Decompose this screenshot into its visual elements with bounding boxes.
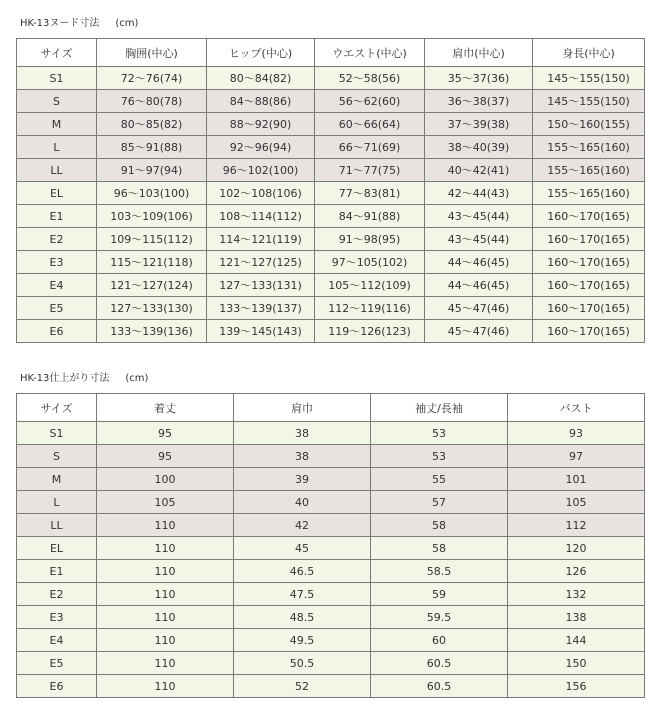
- table-row: [17, 228, 645, 251]
- table-row: [17, 274, 645, 297]
- sleeve-cell: 60.5: [371, 652, 508, 675]
- hip-cell: 133～139(137): [207, 297, 315, 320]
- table-row: [17, 606, 645, 629]
- waist-cell: 119～126(123): [315, 320, 425, 343]
- col-header-length: 着丈: [97, 394, 234, 422]
- shoulder-cell: 35～37(36): [425, 67, 533, 90]
- col-header-bust: バスト: [508, 394, 645, 422]
- length-cell: 110: [97, 606, 234, 629]
- shoulder-cell: 45～47(46): [425, 297, 533, 320]
- chest-cell: 80～85(82): [97, 113, 207, 136]
- hip-cell: 108～114(112): [207, 205, 315, 228]
- table-row: [17, 514, 645, 537]
- length-cell: 110: [97, 560, 234, 583]
- bust-cell: 156: [508, 675, 645, 698]
- finished-size-unit: (cm): [125, 373, 149, 384]
- table-row: [17, 629, 645, 652]
- table-row: [17, 67, 645, 90]
- size-cell: E4: [17, 274, 97, 297]
- size-cell: S1: [17, 422, 97, 445]
- shoulder-cell: 50.5: [234, 652, 371, 675]
- size-cell: S: [17, 445, 97, 468]
- waist-cell: 91～98(95): [315, 228, 425, 251]
- size-cell: E4: [17, 629, 97, 652]
- table-row: [17, 652, 645, 675]
- nude-size-header-row: [17, 39, 645, 67]
- table-row: [17, 182, 645, 205]
- sleeve-cell: 57: [371, 491, 508, 514]
- bust-cell: 150: [508, 652, 645, 675]
- table-row: [17, 320, 645, 343]
- height-cell: 160～170(165): [533, 228, 645, 251]
- shoulder-cell: 43～45(44): [425, 205, 533, 228]
- size-cell: E6: [17, 320, 97, 343]
- size-cell: E5: [17, 297, 97, 320]
- table-row: [17, 136, 645, 159]
- height-cell: 160～170(165): [533, 205, 645, 228]
- size-cell: L: [17, 491, 97, 514]
- waist-cell: 112～119(116): [315, 297, 425, 320]
- size-cell: E5: [17, 652, 97, 675]
- sleeve-cell: 60.5: [371, 675, 508, 698]
- table-row: [17, 537, 645, 560]
- hip-cell: 121～127(125): [207, 251, 315, 274]
- table-row: [17, 445, 645, 468]
- chest-cell: 96～103(100): [97, 182, 207, 205]
- bust-cell: 93: [508, 422, 645, 445]
- length-cell: 105: [97, 491, 234, 514]
- bust-cell: 132: [508, 583, 645, 606]
- shoulder-cell: 38～40(39): [425, 136, 533, 159]
- chest-cell: 103～109(106): [97, 205, 207, 228]
- bust-cell: 120: [508, 537, 645, 560]
- height-cell: 150～160(155): [533, 113, 645, 136]
- table-row: [17, 297, 645, 320]
- chest-cell: 91～97(94): [97, 159, 207, 182]
- height-cell: 160～170(165): [533, 297, 645, 320]
- chest-cell: 109～115(112): [97, 228, 207, 251]
- waist-cell: 52～58(56): [315, 67, 425, 90]
- col-header-chest: 胸囲(中心): [97, 39, 207, 67]
- sleeve-cell: 58: [371, 514, 508, 537]
- length-cell: 110: [97, 583, 234, 606]
- shoulder-cell: 37～39(38): [425, 113, 533, 136]
- table-row: [17, 90, 645, 113]
- size-cell: M: [17, 468, 97, 491]
- size-cell: E1: [17, 205, 97, 228]
- shoulder-cell: 47.5: [234, 583, 371, 606]
- shoulder-cell: 52: [234, 675, 371, 698]
- bust-cell: 97: [508, 445, 645, 468]
- size-cell: E6: [17, 675, 97, 698]
- size-cell: E1: [17, 560, 97, 583]
- col-header-height: 身長(中心): [533, 39, 645, 67]
- waist-cell: 66～71(69): [315, 136, 425, 159]
- shoulder-cell: 44～46(45): [425, 274, 533, 297]
- sleeve-cell: 55: [371, 468, 508, 491]
- chest-cell: 72～76(74): [97, 67, 207, 90]
- shoulder-cell: 49.5: [234, 629, 371, 652]
- col-header-size: サイズ: [17, 39, 97, 67]
- table-row: [17, 675, 645, 698]
- height-cell: 145～155(150): [533, 90, 645, 113]
- shoulder-cell: 40: [234, 491, 371, 514]
- hip-cell: 127～133(131): [207, 274, 315, 297]
- bust-cell: 138: [508, 606, 645, 629]
- chest-cell: 121～127(124): [97, 274, 207, 297]
- table-row: [17, 159, 645, 182]
- chest-cell: 85～91(88): [97, 136, 207, 159]
- shoulder-cell: 44～46(45): [425, 251, 533, 274]
- hip-cell: 114～121(119): [207, 228, 315, 251]
- table-row: [17, 251, 645, 274]
- bust-cell: 112: [508, 514, 645, 537]
- table-row: [17, 491, 645, 514]
- waist-cell: 60～66(64): [315, 113, 425, 136]
- nude-size-unit: (cm): [115, 18, 139, 29]
- table-row: [17, 468, 645, 491]
- height-cell: 155～165(160): [533, 182, 645, 205]
- waist-cell: 105～112(109): [315, 274, 425, 297]
- shoulder-cell: 48.5: [234, 606, 371, 629]
- shoulder-cell: 39: [234, 468, 371, 491]
- size-cell: LL: [17, 514, 97, 537]
- col-header-size: サイズ: [17, 394, 97, 422]
- size-cell: S: [17, 90, 97, 113]
- hip-cell: 102～108(106): [207, 182, 315, 205]
- length-cell: 110: [97, 629, 234, 652]
- sleeve-cell: 58.5: [371, 560, 508, 583]
- nude-size-title: HK-13ヌード寸法: [20, 18, 100, 29]
- hip-cell: 80～84(82): [207, 67, 315, 90]
- shoulder-cell: 42～44(43): [425, 182, 533, 205]
- sleeve-cell: 53: [371, 422, 508, 445]
- size-cell: E2: [17, 583, 97, 606]
- sleeve-cell: 60: [371, 629, 508, 652]
- waist-cell: 97～105(102): [315, 251, 425, 274]
- height-cell: 145～155(150): [533, 67, 645, 90]
- col-header-shoulder: 肩巾(中心): [425, 39, 533, 67]
- bust-cell: 126: [508, 560, 645, 583]
- height-cell: 155～165(160): [533, 159, 645, 182]
- table-row: [17, 422, 645, 445]
- hip-cell: 139～145(143): [207, 320, 315, 343]
- bust-cell: 101: [508, 468, 645, 491]
- shoulder-cell: 38: [234, 422, 371, 445]
- hip-cell: 92～96(94): [207, 136, 315, 159]
- length-cell: 110: [97, 652, 234, 675]
- length-cell: 95: [97, 445, 234, 468]
- height-cell: 160～170(165): [533, 251, 645, 274]
- waist-cell: 84～91(88): [315, 205, 425, 228]
- size-cell: E3: [17, 251, 97, 274]
- height-cell: 155～165(160): [533, 136, 645, 159]
- nude-size-caption: [20, 14, 138, 29]
- shoulder-cell: 42: [234, 514, 371, 537]
- sleeve-cell: 59.5: [371, 606, 508, 629]
- waist-cell: 56～62(60): [315, 90, 425, 113]
- col-header-waist: ウエスト(中心): [315, 39, 425, 67]
- size-cell: M: [17, 113, 97, 136]
- size-cell: E3: [17, 606, 97, 629]
- finished-size-header-row: [17, 394, 645, 422]
- hip-cell: 88～92(90): [207, 113, 315, 136]
- col-header-sleeve: 袖丈/長袖: [371, 394, 508, 422]
- table-row: [17, 560, 645, 583]
- hip-cell: 96～102(100): [207, 159, 315, 182]
- hip-cell: 84～88(86): [207, 90, 315, 113]
- nude-size-table: [16, 38, 645, 343]
- shoulder-cell: 45: [234, 537, 371, 560]
- shoulder-cell: 46.5: [234, 560, 371, 583]
- bust-cell: 105: [508, 491, 645, 514]
- chest-cell: 133～139(136): [97, 320, 207, 343]
- table-row: [17, 205, 645, 228]
- height-cell: 160～170(165): [533, 274, 645, 297]
- size-cell: EL: [17, 537, 97, 560]
- size-cell: E2: [17, 228, 97, 251]
- finished-size-table: [16, 393, 645, 698]
- length-cell: 110: [97, 514, 234, 537]
- length-cell: 100: [97, 468, 234, 491]
- chest-cell: 127～133(130): [97, 297, 207, 320]
- table-row: [17, 113, 645, 136]
- bust-cell: 144: [508, 629, 645, 652]
- waist-cell: 71～77(75): [315, 159, 425, 182]
- col-header-hip: ヒップ(中心): [207, 39, 315, 67]
- finished-size-title: HK-13仕上がり寸法: [20, 373, 110, 384]
- size-cell: LL: [17, 159, 97, 182]
- sleeve-cell: 59: [371, 583, 508, 606]
- sleeve-cell: 58: [371, 537, 508, 560]
- shoulder-cell: 43～45(44): [425, 228, 533, 251]
- size-cell: S1: [17, 67, 97, 90]
- height-cell: 160～170(165): [533, 320, 645, 343]
- table-row: [17, 583, 645, 606]
- length-cell: 110: [97, 537, 234, 560]
- size-cell: EL: [17, 182, 97, 205]
- shoulder-cell: 36～38(37): [425, 90, 533, 113]
- shoulder-cell: 40～42(41): [425, 159, 533, 182]
- length-cell: 110: [97, 675, 234, 698]
- chest-cell: 115～121(118): [97, 251, 207, 274]
- finished-size-caption: [20, 369, 148, 384]
- shoulder-cell: 45～47(46): [425, 320, 533, 343]
- size-cell: L: [17, 136, 97, 159]
- col-header-shoulder: 肩巾: [234, 394, 371, 422]
- length-cell: 95: [97, 422, 234, 445]
- shoulder-cell: 38: [234, 445, 371, 468]
- waist-cell: 77～83(81): [315, 182, 425, 205]
- sleeve-cell: 53: [371, 445, 508, 468]
- chest-cell: 76～80(78): [97, 90, 207, 113]
